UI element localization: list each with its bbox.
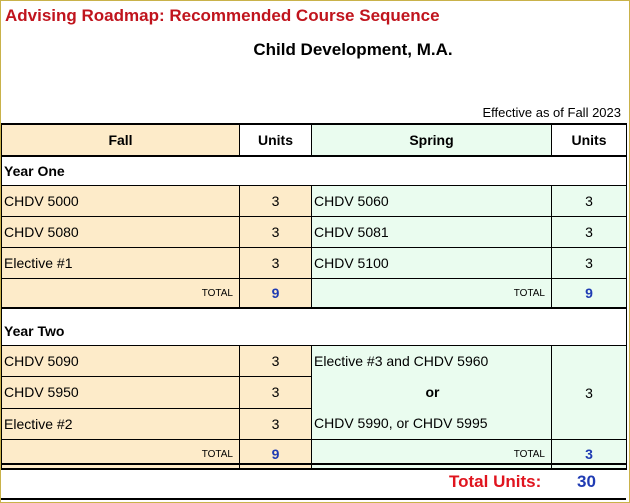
fall-units-header: Units [240, 124, 312, 156]
year-two-label: Year Two [2, 317, 627, 346]
spring-course: CHDV 5081 [312, 217, 552, 248]
spring-column-header: Spring [312, 124, 552, 156]
spring-units-header: Units [552, 124, 627, 156]
spring-course: CHDV 5100 [312, 248, 552, 279]
effective-date: Effective as of Fall 2023 [482, 105, 621, 120]
fall-units: 3 [240, 186, 312, 217]
grand-total-bar [1, 463, 626, 500]
course-sequence-table [1, 123, 627, 470]
table-row [2, 217, 627, 248]
fall-total-label: TOTAL [2, 279, 240, 309]
spring-total-value: 9 [552, 279, 627, 309]
fall-course: CHDV 5090 [2, 346, 240, 377]
grand-total-value: 30 [577, 472, 596, 491]
fall-course: CHDV 5080 [2, 217, 240, 248]
fall-course: CHDV 5950 [2, 377, 240, 408]
program-name: Child Development, M.A. [253, 40, 453, 59]
fall-units: 3 [240, 408, 312, 439]
spring-total-label: TOTAL [312, 279, 552, 309]
table-row [2, 346, 627, 377]
year-one-row [2, 156, 627, 186]
spring-or: or [425, 384, 440, 400]
fall-total-value: 9 [240, 279, 312, 309]
grand-total-label: Total Units: [449, 472, 542, 491]
spring-option-1: Elective #3 and CHDV 5960 [314, 353, 489, 369]
spring-units: 3 [552, 346, 627, 440]
spring-option-2: CHDV 5990, or CHDV 5995 [314, 415, 488, 431]
spring-elective-options [312, 346, 552, 440]
fall-units: 3 [240, 248, 312, 279]
fall-units: 3 [240, 377, 312, 408]
spacer-row [2, 308, 627, 317]
page-title: Advising Roadmap: Recommended Course Sequence [5, 6, 440, 25]
spring-total-label: TOTAL [312, 440, 552, 470]
fall-course: Elective #2 [2, 408, 240, 439]
year-two-row [2, 317, 627, 346]
fall-total-label: TOTAL [2, 440, 240, 470]
column-header-row [2, 124, 627, 156]
spring-units: 3 [552, 217, 627, 248]
table-row [2, 248, 627, 279]
spring-course: CHDV 5060 [312, 186, 552, 217]
fall-total-value: 9 [240, 440, 312, 470]
fall-units: 3 [240, 217, 312, 248]
table-row [2, 186, 627, 217]
spring-units: 3 [552, 248, 627, 279]
fall-course: Elective #1 [2, 248, 240, 279]
year-one-label: Year One [2, 156, 627, 186]
fall-course: CHDV 5000 [2, 186, 240, 217]
fall-units: 3 [240, 346, 312, 377]
spring-units: 3 [552, 186, 627, 217]
spring-total-value: 3 [552, 440, 627, 470]
fall-column-header: Fall [2, 124, 240, 156]
year-one-total-row [2, 279, 627, 309]
